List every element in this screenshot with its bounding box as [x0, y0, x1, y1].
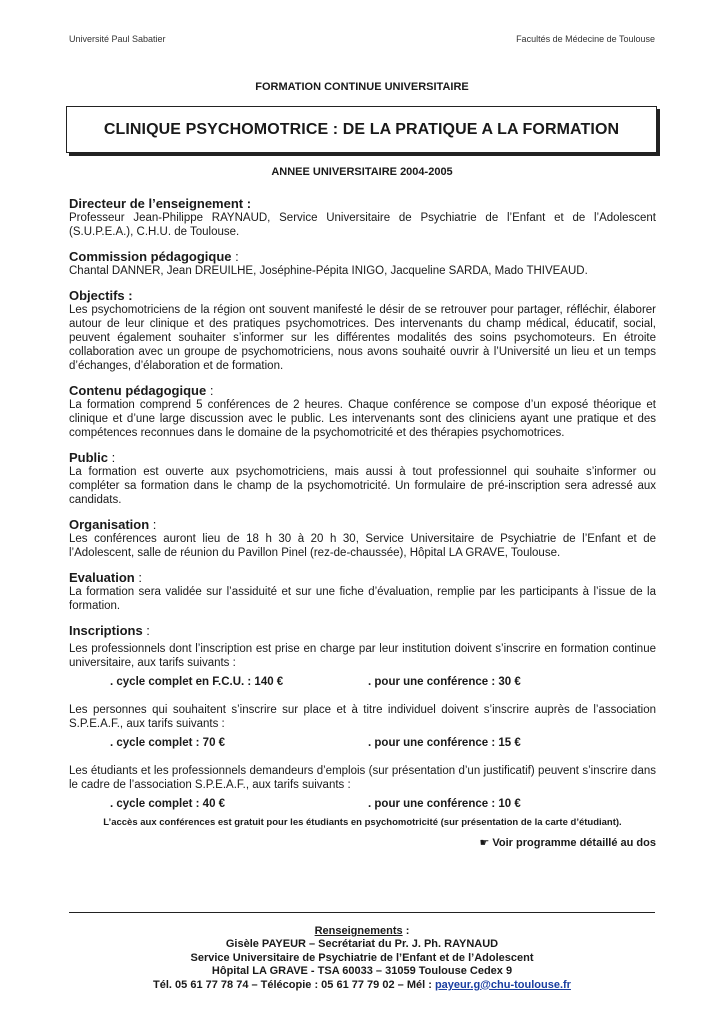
contact-address: Hôpital LA GRAVE - TSA 60033 – 31059 Toulouse Cedex 9	[211, 965, 513, 978]
tarif-row-etudiants	[110, 797, 656, 811]
section-heading: Organisation	[69, 517, 150, 532]
tarif-conference: . pour une conférence : 10 €	[368, 798, 521, 810]
section-inscriptions	[69, 623, 656, 850]
section-heading: Contenu pédagogique	[69, 383, 207, 398]
section-commission	[69, 249, 656, 278]
section-heading: Objectifs :	[69, 288, 133, 303]
inscriptions-etudiants-text: Les étudiants et les professionnels demandeurs d’emplois (sur présentation d’un justificatif) peuvent s’inscrire dans le cadre de l’association S.P.E.A.F., aux tarifs suivants :	[69, 765, 656, 791]
pointing-hand-icon: ☛	[479, 837, 490, 849]
heading-colon: :	[142, 623, 150, 638]
renseignements-colon: :	[402, 925, 410, 937]
title-box	[66, 106, 657, 153]
section-text: La formation sera validée sur l’assiduité et sur une fiche d’évaluation, remplie par les participants à l’issue de la formation.	[69, 586, 656, 612]
tarif-row-individuel	[110, 736, 656, 750]
section-public	[69, 450, 656, 507]
inscriptions-fcu-text: Les professionnels dont l’inscription est prise en charge par leur institution doivent s’inscrire en formation continue universitaire, aux tarifs suivants :	[69, 643, 656, 669]
contact-secretariat: Gisèle PAYEUR – Secrétariat du Pr. J. Ph. RAYNAUD	[225, 938, 499, 951]
tarif-cycle: . cycle complet : 40 €	[110, 798, 226, 810]
section-organisation	[69, 517, 656, 560]
formation-label: FORMATION CONTINUE UNIVERSITAIRE	[255, 81, 469, 93]
section-text: La formation est ouverte aux psychomotriciens, mais aussi à tout professionnel qui souhaite s’informer ou compléter sa formation dans le champ de la psychomotricité. Un formulaire de pré-inscription sera adressé aux candidats.	[69, 466, 656, 506]
free-access-note: L’accès aux conférences est gratuit pour les étudiants en psychomotricité (sur présentation de la carte d’étudiant).	[103, 817, 622, 828]
programme-text: Voir programme détaillé au dos	[492, 837, 656, 849]
section-objectifs	[69, 288, 656, 373]
tarif-conference: . pour une conférence : 30 €	[368, 676, 521, 688]
section-text: Les psychomotriciens de la région ont souvent manifesté le désir de se retrouver pour partager, réfléchir, élaborer autour de leur clinique et des pratiques psychomotrices. Des intervenants du champ médical, éducatif, social, peuvent également souhaiter s’informer sur les différentes modalités des soins psychomoteurs. En étroite collaboration avec un groupe de psychomotriciens, nous avons souhaité ouvrir à l’Université un lieu et un temps d’échanges, d’élaboration et de formation.	[69, 304, 656, 372]
header-university: Université Paul Sabatier	[69, 34, 166, 44]
page-title: CLINIQUE PSYCHOMOTRICE : DE LA PRATIQUE A LA FORMATION	[103, 120, 620, 138]
heading-colon: :	[134, 570, 142, 585]
contact-phone-line	[0, 979, 724, 992]
tarif-cycle: . cycle complet : 70 €	[110, 737, 226, 749]
section-heading: Inscriptions	[69, 623, 143, 638]
contact-footer	[0, 925, 724, 992]
section-directeur	[69, 196, 656, 239]
academic-year: ANNEE UNIVERSITAIRE 2004-2005	[271, 166, 453, 178]
section-heading: Commission pédagogique	[69, 249, 232, 264]
contact-service: Service Universitaire de Psychiatrie de l’Enfant et de l’Adolescent	[190, 951, 534, 964]
header-faculty: Facultés de Médecine de Toulouse	[516, 34, 655, 44]
heading-colon: :	[206, 383, 214, 398]
section-text: Professeur Jean-Philippe RAYNAUD, Service Universitaire de Psychiatrie de l’Enfant et de l’Adolescent (S.U.P.E.A.), C.H.U. de Toulouse.	[69, 212, 656, 238]
section-contenu	[69, 383, 656, 440]
section-evaluation	[69, 570, 656, 613]
section-heading: Public	[69, 450, 109, 465]
renseignements-label: Renseignements	[314, 925, 403, 937]
section-text: Les conférences auront lieu de 18 h 30 à 20 h 30, Service Universitaire de Psychiatrie de l’Enfant et de l’Adolescent, salle de réunion du Pavillon Pinel (rez-de-chaussée), Hôpital LA GRAVE, Toulouse.	[69, 533, 656, 559]
contact-phone: Tél. 05 61 77 78 74 – Télécopie : 05 61 77 79 02 – Mél :	[153, 978, 435, 991]
section-text: Chantal DANNER, Jean DREUILHE, Joséphine-Pépita INIGO, Jacqueline SARDA, Mado THIVEAUD.	[69, 265, 588, 277]
email-link[interactable]: payeur.g@chu-toulouse.fr	[434, 978, 571, 991]
heading-colon: :	[231, 249, 239, 264]
inscriptions-individuel-text: Les personnes qui souhaitent s’inscrire sur place et à titre individuel doivent s’inscrire auprès de l’association S.P.E.A.F., aux tarifs suivants :	[69, 704, 656, 730]
tarif-row-fcu	[110, 675, 656, 689]
heading-colon: :	[108, 450, 116, 465]
footer-divider	[69, 912, 655, 913]
section-text: La formation comprend 5 conférences de 2 heures. Chaque conférence se compose d’un exposé théorique et clinique et d’une large discussion avec le public. Les intervenants sont des cliniciens ayant une pratique et des compétences reconnues dans le domaine de la psychomotricité et des thérapies psychomotrices.	[69, 399, 656, 439]
tarif-cycle: . cycle complet en F.C.U. : 140 €	[110, 676, 284, 688]
section-heading: Directeur de l’enseignement :	[69, 196, 252, 211]
section-heading: Evaluation	[69, 570, 135, 585]
tarif-conference: . pour une conférence : 15 €	[368, 737, 521, 749]
programme-link	[69, 837, 656, 850]
document-body	[69, 196, 656, 860]
heading-colon: :	[149, 517, 157, 532]
